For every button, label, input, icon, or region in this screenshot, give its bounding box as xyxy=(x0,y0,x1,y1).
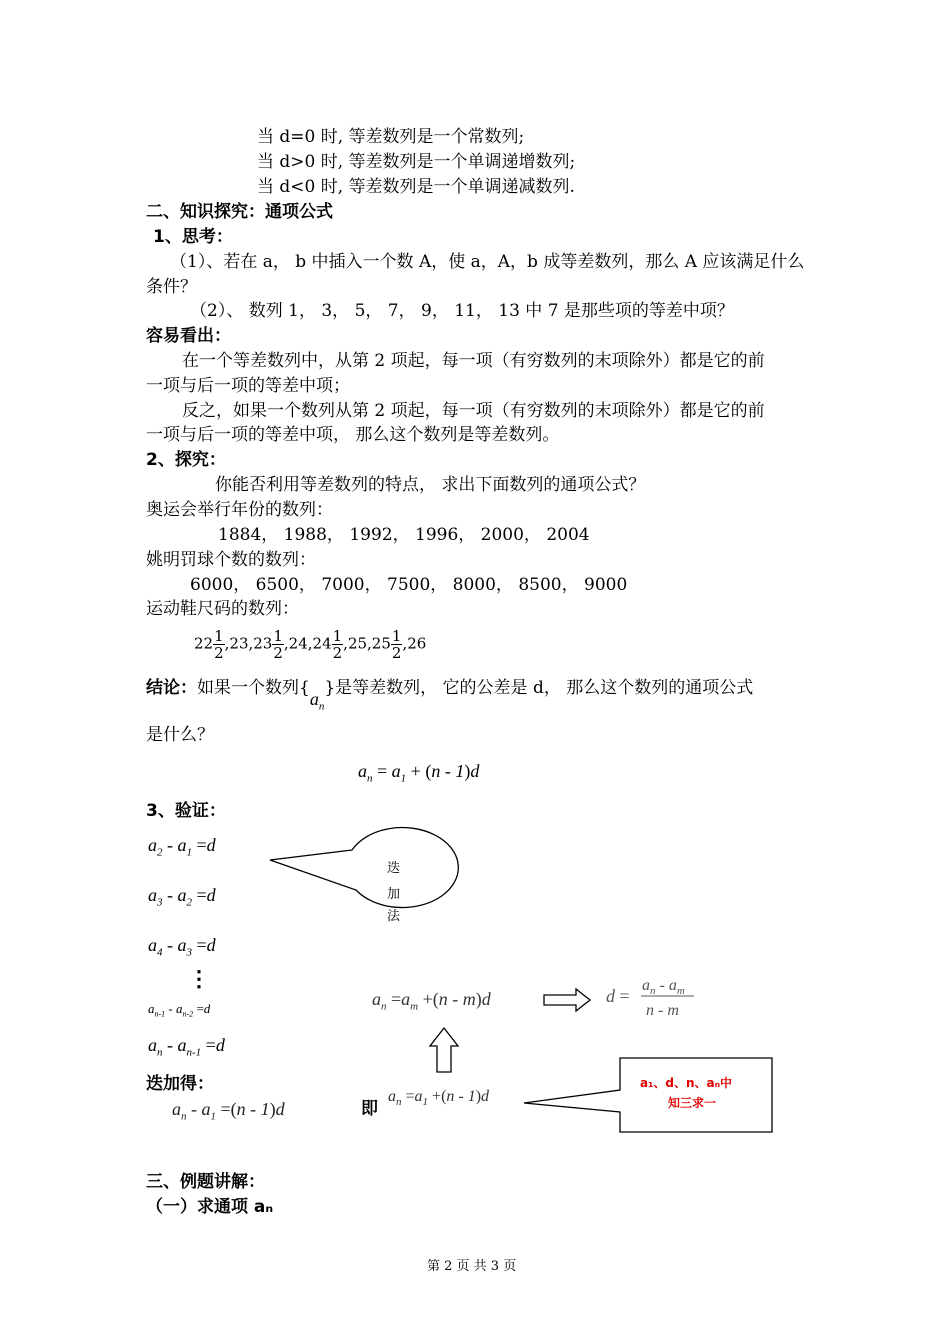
conclusion-line2: 是什么？ xyxy=(146,725,214,745)
conclusion: 结论：如果一个数列$\{a_n\}$是等差数列， 它的公差是 d， 那么这个数列的通项公式 xyxy=(146,678,754,713)
case-d-zero: 当 d=0 时, 等差数列是一个常数列; xyxy=(257,127,525,147)
ji-label: 即 xyxy=(361,1099,378,1119)
equation-an1-an2: $a_{n-1} - a_{n-2} =d$ xyxy=(148,1001,211,1019)
red-note-line2: 知三求一 xyxy=(668,1096,717,1110)
red-note-outline xyxy=(524,1058,772,1132)
verify-title: 3、验证： xyxy=(146,801,226,821)
explore-question: 你能否利用等差数列的特点， 求出下面数列的通项公式？ xyxy=(215,475,646,495)
think-title: 1、思考： xyxy=(153,227,233,247)
case-d-negative: 当 d<0 时, 等差数列是一个单调递减数列. xyxy=(257,177,575,197)
shoe-sequence: 22 $\frac{1}{2}$ ,23,23 $\frac{1}{2}$ ,24,24 $\frac{1}{2}$ ,25,25 $\frac{1}{2}$ ,26 xyxy=(194,627,427,662)
right-arrow-shape xyxy=(544,989,590,1011)
explore-title: 2、探究： xyxy=(146,450,226,470)
olympic-label: 奥运会举行年份的数列： xyxy=(146,500,333,520)
add-title: 迭加得： xyxy=(146,1074,214,1094)
red-note-line1: a₁、d、n、aₙ中 xyxy=(640,1076,733,1090)
up-arrow-shape xyxy=(430,1028,458,1072)
vertical-dots: ⋮ xyxy=(188,966,210,992)
yao-label: 姚明罚球个数的数列： xyxy=(146,550,316,570)
page-footer: 第 2 页 共 3 页 xyxy=(427,1259,517,1274)
easy-paragraph-1-line2: 一项与后一项的等差中项； xyxy=(146,376,350,396)
subsection-1-title: （一）求通项 aₙ xyxy=(146,1197,274,1217)
bubble-char-2: 加 xyxy=(387,887,401,902)
equation-a4-a3: $a_4 - a_3 =d$ xyxy=(148,935,216,959)
general-term-formula: $a_n = a_1 + (n - 1)d$ xyxy=(358,761,480,785)
summed-equation: $a_n - a_1 =(n - 1)d$ xyxy=(172,1099,285,1123)
question-1-line2: 条件？ xyxy=(146,277,197,297)
olympic-values: 1884， 1988， 1992， 1996， 2000， 2004 xyxy=(218,525,590,545)
equation-a2-a1: $a_2 - a_1 =d$ xyxy=(148,835,216,859)
d-formula-numerator: $a_n - a_m$ xyxy=(642,977,685,998)
bubble-char-1: 迭 xyxy=(387,861,401,876)
case-d-positive: 当 d>0 时, 等差数列是一个单调递增数列; xyxy=(257,152,576,172)
d-formula-lhs: d = xyxy=(606,986,630,1006)
d-formula-denominator: n - m xyxy=(646,1002,679,1019)
easy-paragraph-1-line1: 在一个等差数列中，从第 2 项起，每一项（有穷数列的末项除外）都是它的前 xyxy=(182,351,765,371)
easy-title: 容易看出： xyxy=(146,326,231,346)
general-m-formula: $a_n =a_m +(n - m)d$ xyxy=(372,989,491,1013)
bubble-char-3: 法 xyxy=(387,909,401,924)
easy-paragraph-2-line1: 反之，如果一个数列从第 2 项起，每一项（有穷数列的末项除外）都是它的前 xyxy=(182,401,765,421)
equation-a3-a2: $a_3 - a_2 =d$ xyxy=(148,885,216,909)
section3-title: 三、例题讲解： xyxy=(146,1172,265,1192)
equation-an-an1: $a_n - a_{n-1} =d$ xyxy=(148,1035,225,1059)
question-1-line1: （1）、若在 a， b 中插入一个数 A，使 a，A，b 成等差数列，那么 A 应该满足什么 xyxy=(170,252,805,272)
shoe-label: 运动鞋尺码的数列： xyxy=(146,599,299,619)
bubble-outline xyxy=(270,828,458,908)
easy-paragraph-2-line2: 一项与后一项的等差中项， 那么这个数列是等差数列。 xyxy=(146,425,560,445)
question-2: （2）、 数列 1， 3， 5， 7， 9， 11， 13 中 7 是那些项的等差中项？ xyxy=(190,301,734,321)
yao-values: 6000， 6500， 7000， 7500， 8000， 8500， 9000 xyxy=(190,575,628,595)
ji-formula: $a_n =a_1 +(n - 1)d$ xyxy=(388,1088,490,1109)
section2-title: 二、知识探究：通项公式 xyxy=(146,202,333,222)
